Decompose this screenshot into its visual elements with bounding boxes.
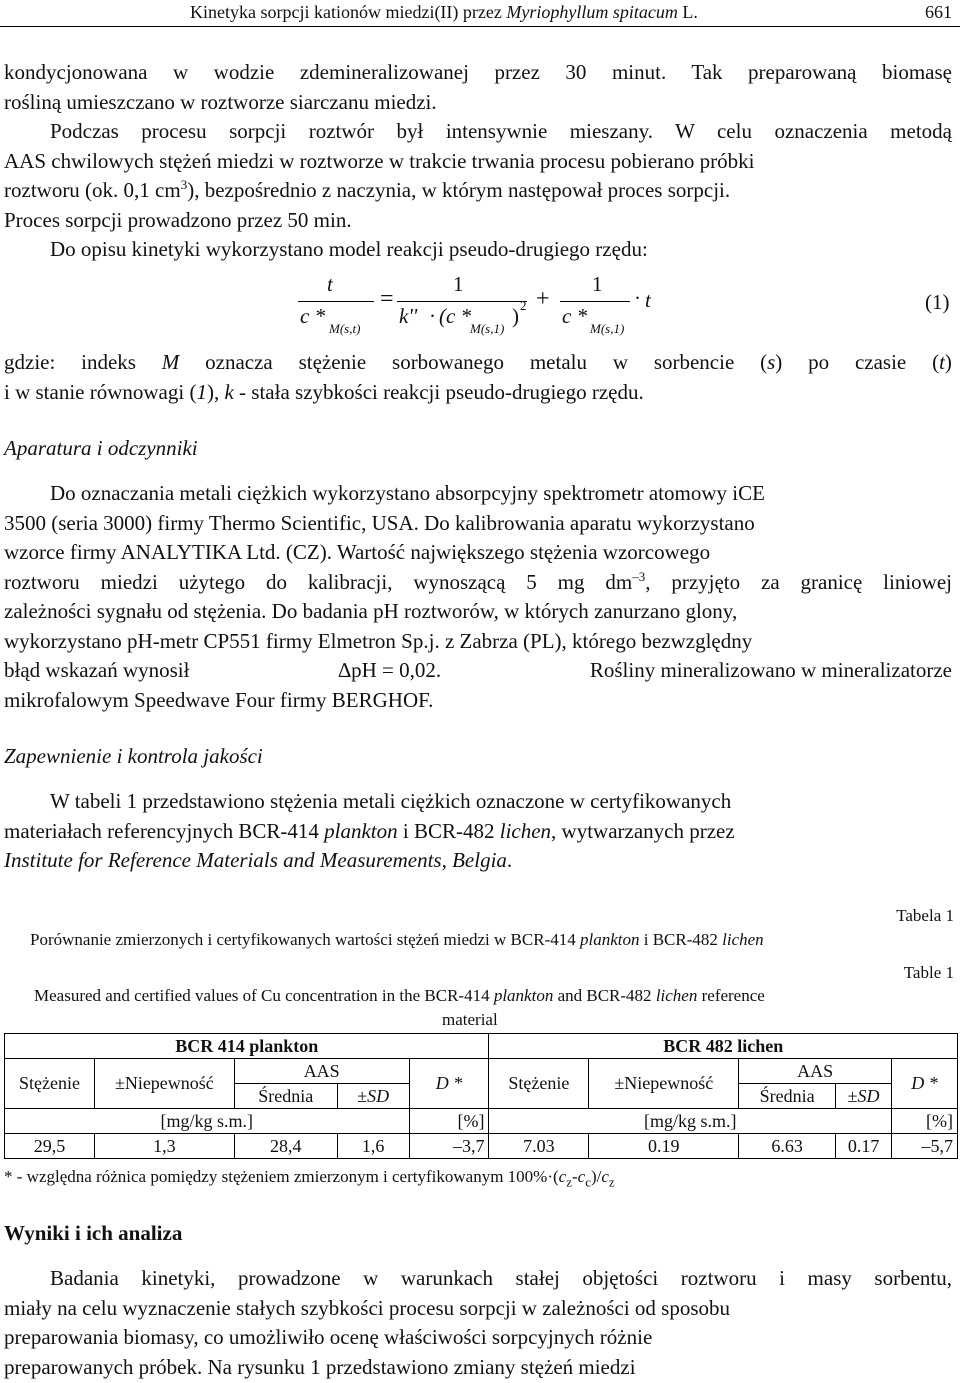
text-line: Do opisu kinetyki wykorzystano model reakcji pseudo-drugiego rzędu: — [50, 237, 648, 261]
fraction-bar — [298, 301, 374, 302]
table-cell: 1,6 — [337, 1134, 409, 1159]
text-line: kondycjonowana w wodzie zdemineralizowanej przez 30 minut. Tak preparowaną biomasę — [4, 60, 952, 84]
table-header-cell: Średnia — [234, 1084, 337, 1109]
table-cell: 29,5 — [5, 1134, 95, 1159]
table-unit-cell: [mg/kg s.m.] — [5, 1109, 410, 1134]
aparatura-paragraph — [4, 479, 952, 715]
text-line: preparowania biomasy, co umożliwiło ocenę właściwości sorpcyjnych różnie — [4, 1325, 653, 1349]
text-line: roztworu miedzi użytego do kalibracji, wynoszącą 5 mg $dm^{-3}$, przyjęto za granicę liniowej — [4, 568, 953, 594]
table-group-header: BCR 414 plankton — [5, 1034, 489, 1059]
equation-1: t c * M(s,t) = 1 k'' · (c * M(s,1) ) 2 + 1 c * M(s,1) · t (1) — [300, 272, 950, 336]
section-heading-wyniki: Wyniki i ich analiza — [4, 1221, 183, 1245]
table-caption-pl: Porównanie zmierzonych i certyfikowanych wartości stężeń miedzi w BCR-414 plankton i BCR-482 lichen — [30, 930, 764, 949]
table-unit-cell: [%] — [892, 1109, 958, 1134]
text-line: miały na celu wyznaczenie stałych szybkości procesu sorpcji w zależności od sposobu — [4, 1295, 731, 1320]
text-line: Podczas procesu sorpcji roztwór był intensywnie mieszany. W celu oznaczenia metodą — [50, 119, 952, 143]
table-cell: 0.17 — [836, 1134, 892, 1159]
table-cell: –3,7 — [409, 1134, 489, 1159]
table-unit-cell: [mg/kg s.m.] — [489, 1109, 892, 1134]
text-line: Badania kinetyki, prowadzone w warunkach stałej objętości roztworu i masy sorbentu, — [50, 1266, 952, 1290]
text-line: roztworu (ok. 0,1 $cm^3$), bezpośrednio z naczynia, w którym następował proces sorpcji. — [4, 177, 731, 202]
text-line: materiałach referencyjnych BCR-414 plankton i BCR-482 lichen, wytwarzanych przez — [4, 818, 735, 843]
table-label-en: Table 1 — [903, 963, 954, 982]
equation-explanation — [4, 348, 952, 407]
table-cell: 1,3 — [94, 1134, 234, 1159]
page-number: 661 — [925, 2, 952, 22]
text-line: wykorzystano pH-metr CP551 firmy Elmetron Sp.j. z Zabrza (PL), którego bezwzględny — [4, 628, 753, 653]
data-table — [4, 1033, 958, 1159]
table-header-cell: AAS — [234, 1059, 409, 1084]
text-line: AAS chwilowych stężeń miedzi w roztworze w trakcie trwania procesu pobierano próbki — [4, 148, 755, 173]
text-line: Do oznaczania metali ciężkich wykorzystano absorpcyjny spektrometr atomowy iCE — [50, 481, 765, 505]
text-line: błąd wskazań wynosił ∆pH = 0,02. Rośliny mineralizowano w mineralizatorze — [4, 658, 952, 682]
text-line: rośliną umieszczano w roztworze siarczanu miedzi. — [4, 89, 437, 114]
text-line: W tabeli 1 przedstawiono stężenia metali ciężkich oznaczone w certyfikowanych — [50, 789, 732, 813]
qa-paragraph — [4, 787, 952, 876]
table-header-cell: ±Niepewność — [94, 1059, 234, 1109]
table-header-cell: Stężenie — [5, 1059, 95, 1109]
table-group-header: BCR 482 lichen — [489, 1034, 958, 1059]
table-header-cell: ±SD — [836, 1084, 892, 1109]
running-title: Kinetyka sorpcji kationów miedzi(II) przez Myriophyllum spitacum L. — [190, 2, 698, 22]
table-unit-row — [5, 1109, 958, 1134]
text-line: wzorce firmy ANALYTIKA Ltd. (CZ). Wartość największego stężenia wzorcowego — [4, 540, 711, 564]
fraction-bar — [560, 301, 630, 302]
running-header — [0, 0, 960, 28]
table-row — [5, 1134, 958, 1159]
table-cell: 7.03 — [489, 1134, 589, 1159]
table-unit-cell: [%] — [409, 1109, 489, 1134]
text-line: gdzie: indeks M oznacza stężenie sorbowanego metalu w sorbencie (s) po czasie (t) — [4, 350, 952, 374]
table-header-cell: AAS — [739, 1059, 892, 1084]
text-line: Institute for Reference Materials and Measurements, Belgia. — [4, 848, 513, 872]
table-header-cell: D * — [409, 1059, 489, 1109]
text-line: i w stanie równowagi (1), k - stała szybkości reakcji pseudo-drugiego rzędu. — [4, 379, 644, 404]
text-line: 3500 (seria 3000) firmy Thermo Scientific, USA. Do kalibrowania aparatu wykorzystano — [4, 510, 755, 535]
fraction-bar — [397, 301, 527, 302]
wyniki-paragraph — [4, 1264, 952, 1382]
table-header-cell: Średnia — [739, 1084, 836, 1109]
table-cell: 0.19 — [589, 1134, 739, 1159]
header-rule — [0, 26, 960, 27]
text-line: preparowanych próbek. Na rysunku 1 przedstawiono zmiany stężeń miedzi — [4, 1354, 636, 1379]
text-line: Proces sorpcji prowadzono przez 50 min. — [4, 207, 352, 232]
table-label-pl: Tabela 1 — [896, 906, 954, 925]
table-header-row — [5, 1059, 958, 1084]
table-header-cell: ±Niepewność — [589, 1059, 739, 1109]
table-cell: 28,4 — [234, 1134, 337, 1159]
table-header-row — [5, 1034, 958, 1059]
section-heading-aparatura: Aparatura i odczynniki — [4, 436, 198, 460]
text-line: zależności sygnału od stężenia. Do badania pH roztworów, w których zanurzano glony, — [4, 599, 738, 623]
table-cell: 6.63 — [739, 1134, 836, 1159]
table-header-cell: Stężenie — [489, 1059, 589, 1109]
table-caption-en-cont: material — [442, 1010, 498, 1029]
intro-paragraph — [4, 58, 952, 265]
table-header-cell: D * — [892, 1059, 958, 1109]
table-cell: –5,7 — [892, 1134, 958, 1159]
table-caption-en: Measured and certified values of Cu concentration in the BCR-414 plankton and BCR-482 lichen reference — [34, 986, 765, 1005]
section-heading-qa: Zapewnienie i kontrola jakości — [4, 744, 263, 768]
equation-number: (1) — [925, 290, 950, 314]
table-header-cell: ±SD — [337, 1084, 409, 1109]
table-footnote: * - względna różnica pomiędzy stężeniem zmierzonym i certyfikowanym $100\%\cdot(c_z-c_c)/c_z$ — [4, 1167, 615, 1190]
text-line: mikrofalowym Speedwave Four firmy BERGHOF. — [4, 687, 434, 712]
